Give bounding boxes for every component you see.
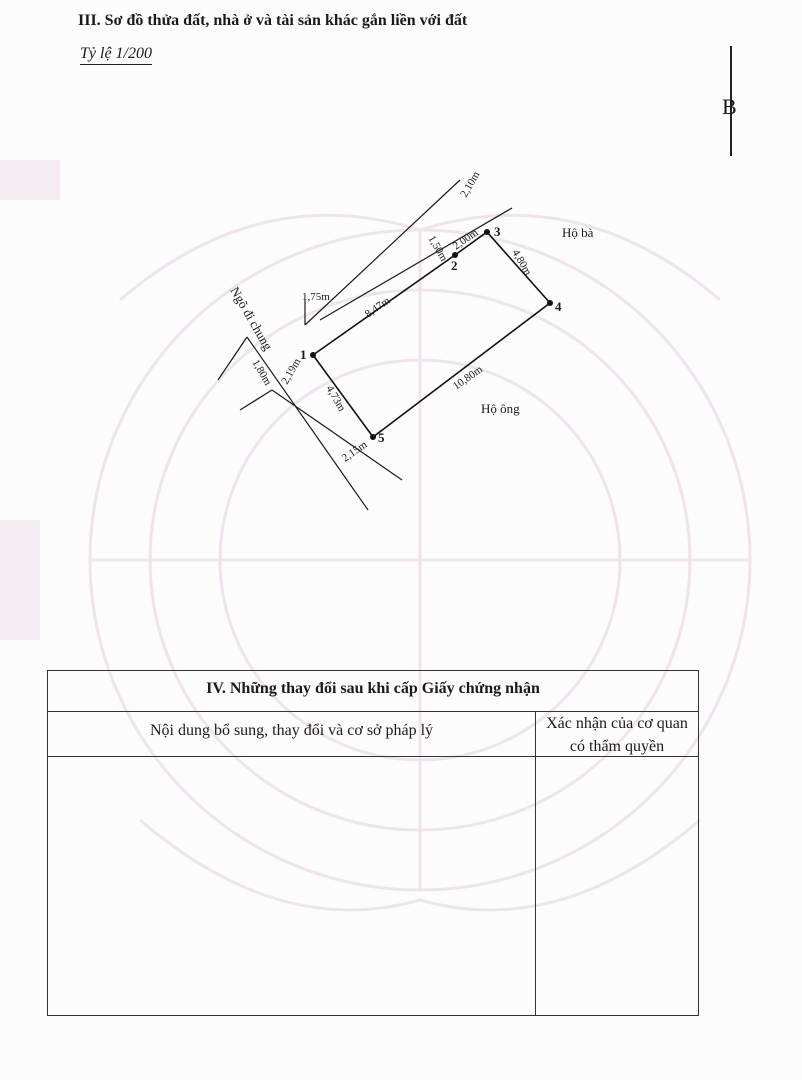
dim-3-4: 4,80m: [509, 247, 534, 278]
vertex-1: [310, 352, 316, 358]
dim-road-top: 1,50m: [425, 233, 450, 264]
col-header-confirm: [536, 712, 698, 756]
changes-table-header-row: [48, 712, 698, 757]
neighbor-top-label: Hộ bà: [562, 225, 594, 240]
scale-label: Tỷ lệ 1/200: [80, 45, 152, 65]
dim-4-5: 10,80m: [450, 363, 486, 393]
vertex-3: [484, 229, 490, 235]
confirm-cell: [536, 757, 698, 1015]
changes-table: [47, 670, 699, 1016]
col-header-content: Nội dung bổ sung, thay đổi và cơ sở pháp lý: [48, 712, 536, 756]
changes-table-body: [48, 757, 698, 1015]
neighbor-bottom-label: Hộ ông: [481, 401, 520, 416]
vertex-4: [547, 300, 553, 306]
road-line-c: [247, 337, 368, 510]
vertex-label-2: 2: [451, 258, 458, 273]
dim-road-top2: 2,10m: [458, 169, 483, 200]
road-line-b: [240, 390, 272, 410]
dim-5-1: 4,73m: [323, 383, 348, 414]
vertex-label-1: 1: [300, 347, 307, 362]
dim-2-3: 2,00m: [450, 226, 481, 253]
road-line-a: [218, 337, 247, 380]
north-label: B: [722, 94, 737, 119]
dimension-labels: [249, 169, 534, 464]
section-title: III. Sơ đồ thửa đất, nhà ở và tài sản khác gắn liền với đất: [78, 12, 468, 29]
dim-road-215: 2,15m: [339, 438, 370, 465]
col-header-confirm-line1: Xác nhận của cơ quan: [546, 715, 688, 732]
dim-1-2: 8,47m: [362, 294, 393, 321]
road-label: Ngõ đi chung: [227, 284, 276, 353]
dim-road-175: 1,75m: [302, 291, 330, 303]
dim-road-180: 1,80m: [249, 357, 274, 388]
col-header-confirm-line2: có thẩm quyền: [569, 738, 665, 755]
vertex-5: [370, 434, 376, 440]
vertex-label-4: 4: [555, 299, 562, 314]
vertex-label-5: 5: [378, 430, 385, 445]
vertex-label-3: 3: [494, 224, 501, 239]
content-cell: [48, 757, 536, 1015]
road-line-f: [320, 208, 512, 320]
changes-table-title: IV. Những thay đổi sau khi cấp Giấy chứng nhận: [48, 671, 698, 712]
dim-road-219: 2,19m: [279, 356, 304, 387]
